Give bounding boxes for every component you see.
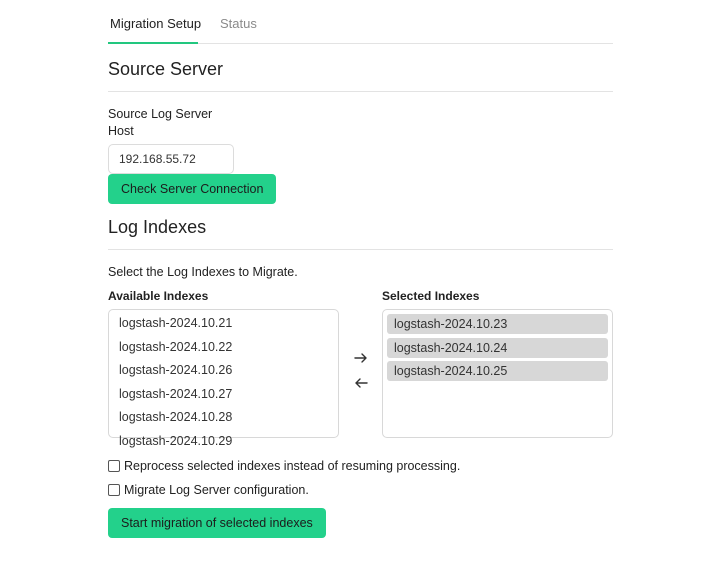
- log-indexes-heading: Log Indexes: [108, 217, 207, 237]
- source-server-heading: Source Server: [108, 59, 224, 79]
- indexes-instruction: Select the Log Indexes to Migrate.: [108, 265, 298, 279]
- tab-bar: [108, 0, 613, 44]
- tab-migration-setup[interactable]: Migration Setup: [110, 16, 202, 31]
- divider: [108, 91, 613, 92]
- host-input[interactable]: [108, 144, 234, 174]
- active-tab-indicator: [108, 42, 198, 44]
- available-indexes-list[interactable]: [108, 309, 339, 448]
- selected-indexes-list[interactable]: [382, 309, 613, 438]
- available-indexes-label: Available Indexes: [108, 289, 209, 303]
- list-item[interactable]: logstash-2024.10.27: [119, 386, 233, 401]
- check-server-connection-button[interactable]: Check Server Connection: [108, 174, 276, 204]
- arrow-right-icon[interactable]: [353, 350, 369, 366]
- host-label-line1: Source Log Server: [108, 107, 213, 121]
- list-item[interactable]: logstash-2024.10.26: [119, 363, 233, 377]
- tab-status[interactable]: Status: [220, 16, 257, 31]
- migrate-config-label: Migrate Log Server configuration.: [124, 483, 309, 497]
- list-item[interactable]: logstash-2024.10.29: [119, 433, 233, 448]
- divider: [108, 249, 613, 250]
- selected-indexes-label: Selected Indexes: [382, 289, 480, 303]
- list-item[interactable]: logstash-2024.10.21: [119, 316, 233, 330]
- list-item[interactable]: logstash-2024.10.25: [387, 361, 608, 381]
- host-label: [108, 106, 212, 140]
- list-item[interactable]: logstash-2024.10.22: [119, 339, 233, 354]
- list-item[interactable]: logstash-2024.10.23: [387, 314, 608, 334]
- migrate-config-option[interactable]: [108, 483, 309, 497]
- list-item[interactable]: logstash-2024.10.24: [387, 338, 608, 358]
- reprocess-label: Reprocess selected indexes instead of resuming processing.: [124, 459, 461, 473]
- migrate-config-checkbox[interactable]: [108, 484, 120, 496]
- list-item[interactable]: logstash-2024.10.28: [119, 410, 233, 424]
- migration-page: [108, 0, 613, 530]
- host-label-line2: Host: [108, 124, 134, 138]
- reprocess-option[interactable]: [108, 459, 460, 473]
- arrow-left-icon[interactable]: [353, 375, 369, 391]
- start-migration-button[interactable]: Start migration of selected indexes: [108, 508, 326, 538]
- reprocess-checkbox[interactable]: [108, 460, 120, 472]
